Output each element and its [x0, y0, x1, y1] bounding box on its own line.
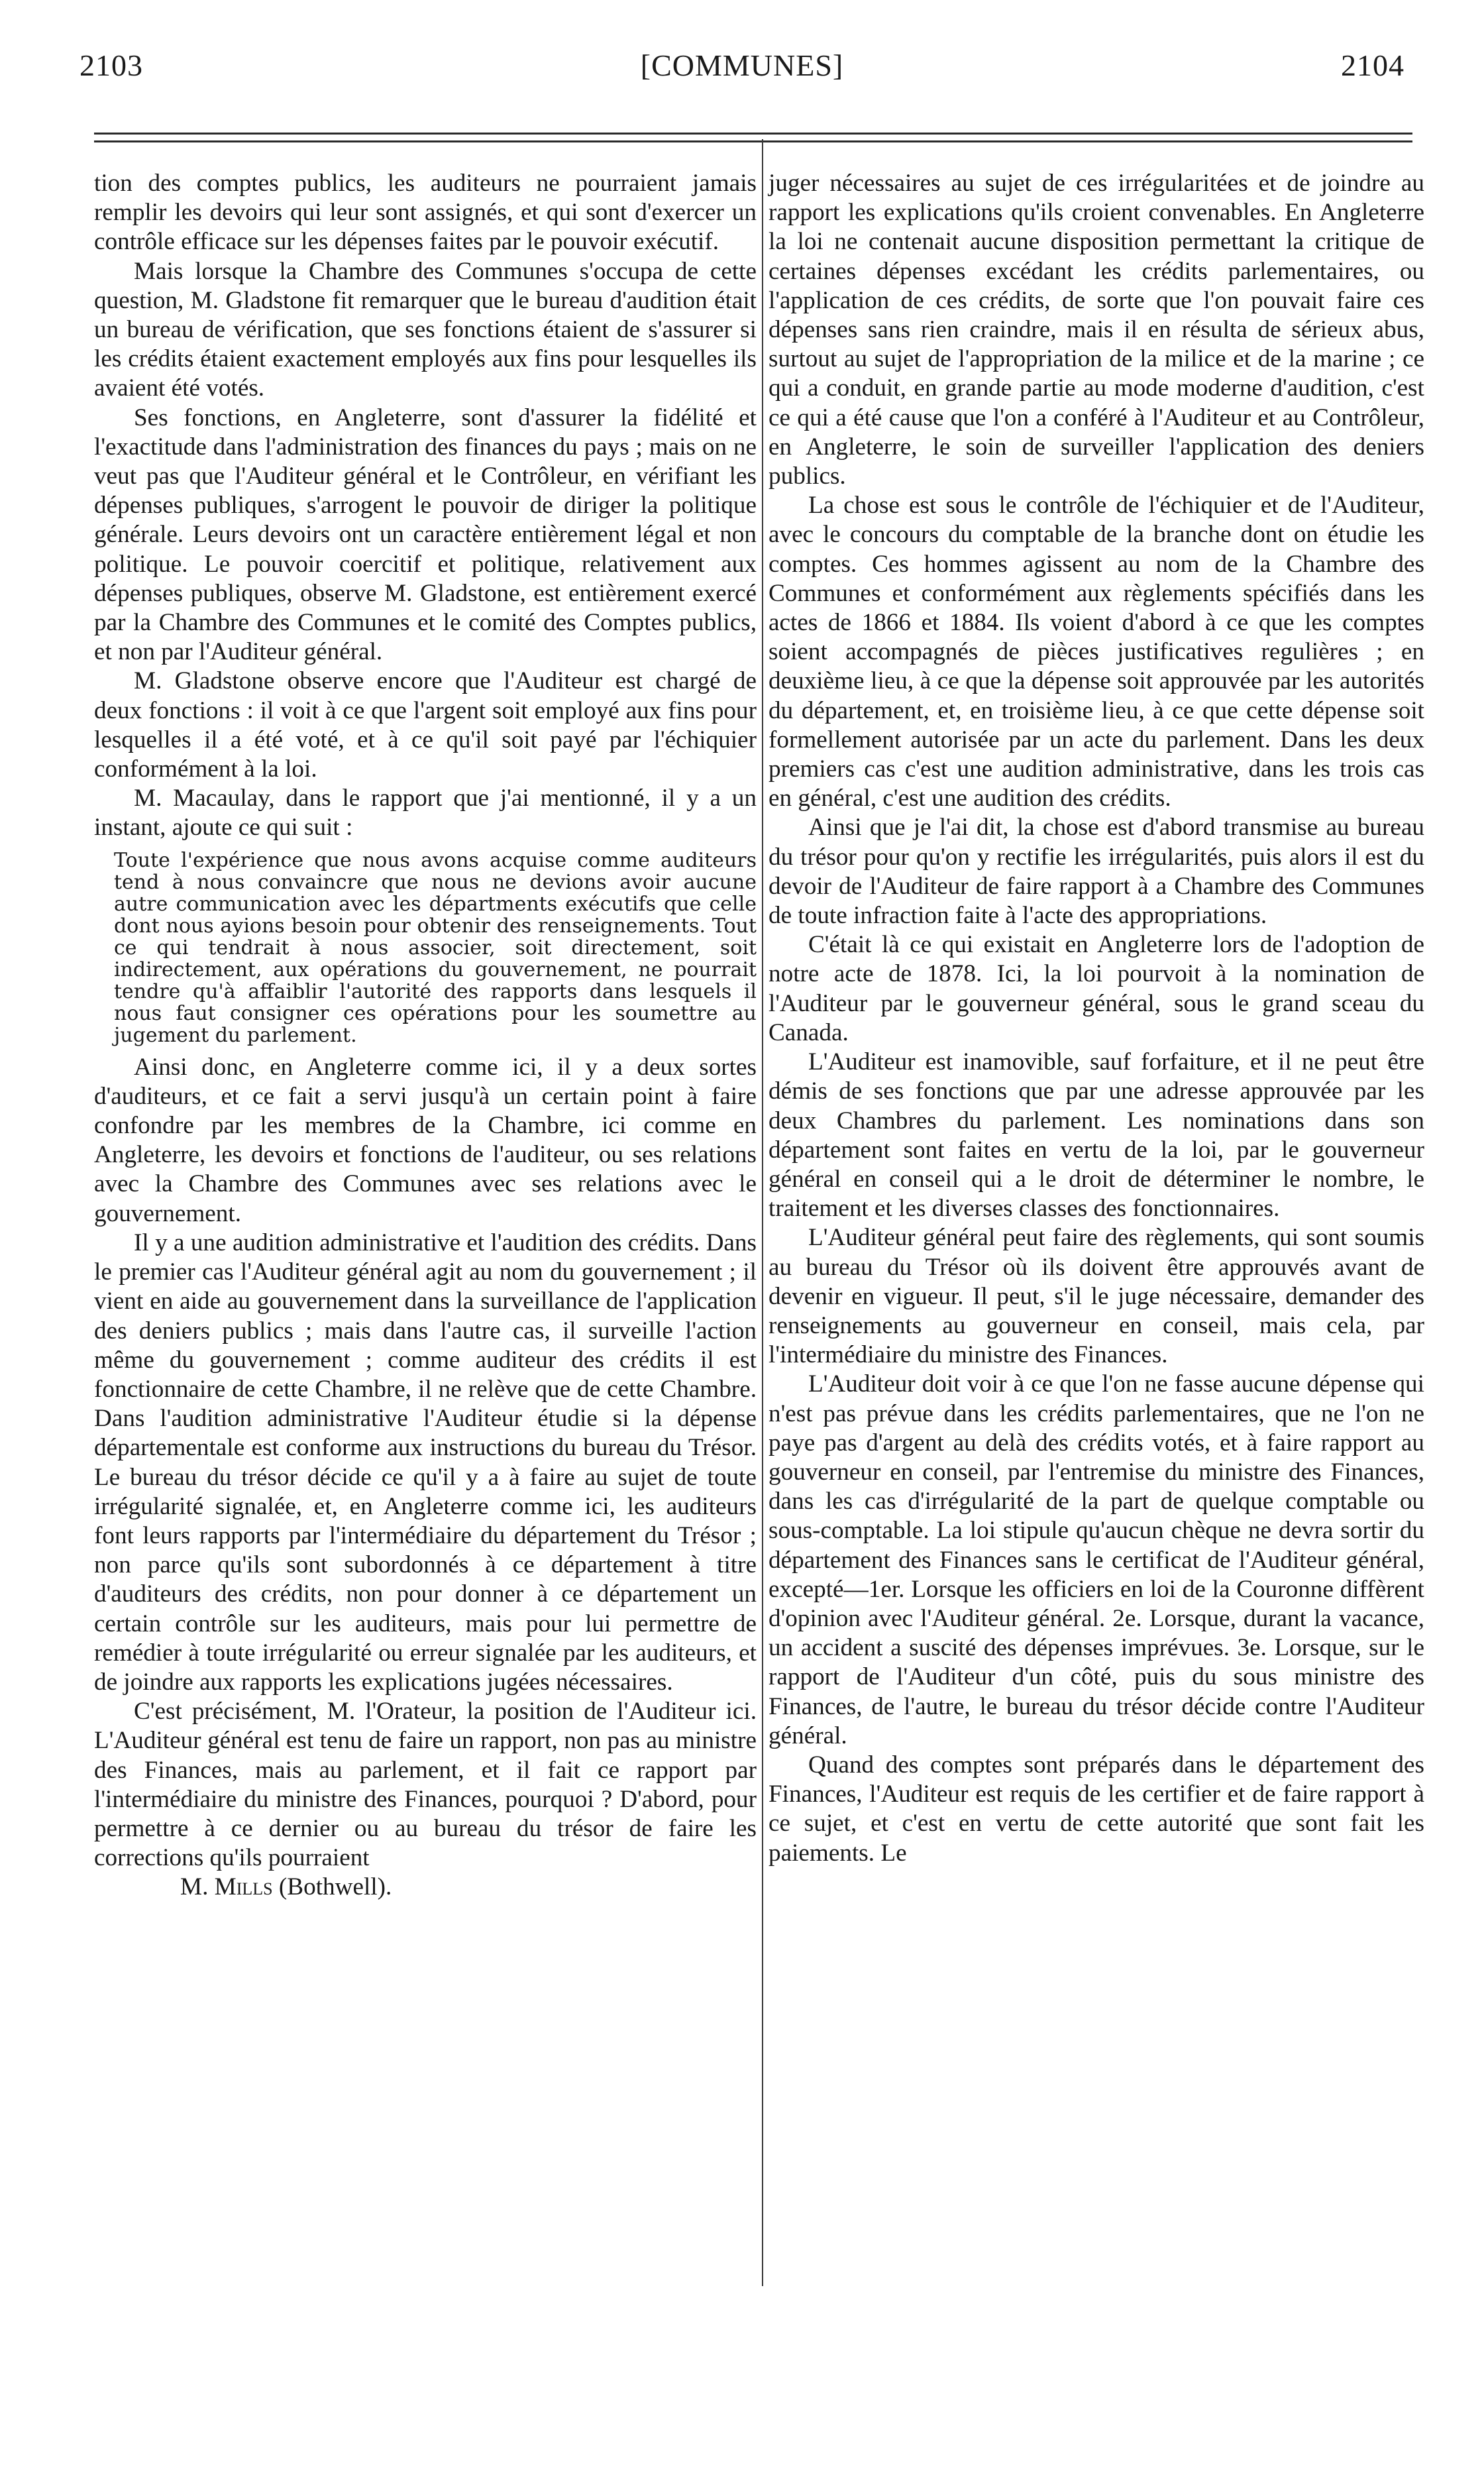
speaker-name-initial: M. M — [180, 1873, 237, 1901]
column-divider — [762, 139, 763, 2286]
block-quote: Toute l'expérience que nous avons acquise comme auditeurs tend à nous convaincre que nous ne devions avoir aucune autre communication avec les départments exécutifs que celle dont nous ayions besoin pour obtenir des renseignements. Tout ce qui tendrait à nous associer, soit directement, soit indirectement, aux opérations du gouvernement, ne pourrait tendre qu'à affaiblir l'autorité des rapports dans lesquels il nous faut consigner ces opérations pour les soumettre au jugement du parlement. — [114, 848, 757, 1047]
paragraph: tion des comptes publics, les auditeurs ne pourraient jamais remplir les devoirs qui leur sont assignés, et qui sont d'exercer un contrôle efficace sur les dépenses faites par le pouvoir exécutif. — [94, 170, 757, 256]
header-rule — [94, 133, 1412, 142]
paragraph: Mais lorsque la Chambre des Communes s'occupa de cette question, M. Gladstone fit remarquer que le bureau d'audition était un bureau de vérification, que ses fonctions étaient de s'assurer si les crédits étaient exactement employés aux fins pour lesquelles ils avaient été votés. — [94, 257, 757, 402]
left-column — [94, 169, 757, 1902]
page-number-right: 2104 — [1341, 48, 1404, 82]
paragraph: Quand des comptes sont préparés dans le département des Finances, l'Auditeur est requis de les certifier et de faire rapport à ce sujet, et c'est en vertu de cette autorité que sont fait les paiements. Le — [768, 1751, 1424, 1867]
paragraph: M. Macaulay, dans le rapport que j'ai mentionné, il y a un instant, ajoute ce qui suit : — [94, 785, 757, 842]
paragraph: M. Gladstone observe encore que l'Auditeur est chargé de deux fonctions : il voit à ce que l'argent soit employé aux fins pour lesquelles il a été voté, et à ce qu'il soit payé par l'échiquier conformément à la loi. — [94, 667, 757, 783]
paragraph: Ses fonctions, en Angleterre, sont d'assurer la fidélité et l'exactitude dans l'administration des finances du pays ; mais on ne veut pas que l'Auditeur général et le Contrôleur, en vérifiant les dépenses publiques, s'arrogent le pouvoir de diriger la politique générale. Leurs devoirs ont un caractère entièrement légal et non politique. Le pouvoir coercitif et politique, relativement aux dépenses publiques, observe M. Gladstone, est entièrement exercé par la Chambre des Communes et le comité des Comptes publics, et non par l'Auditeur général. — [94, 404, 757, 666]
page-number-left: 2103 — [80, 48, 143, 82]
speaker-name-rest: ills — [236, 1873, 273, 1901]
paragraph: L'Auditeur général peut faire des règlements, qui sont soumis au bureau du Trésor où ils doivent être approuvés avant de devenir en vigueur. Il peut, s'il le juge nécessaire, demander des renseignements au gouverneur en conseil, mais cela, par l'intermédiaire du ministre des Finances. — [768, 1224, 1424, 1369]
paragraph: juger nécessaires au sujet de ces irrégularitées et de joindre au rapport les explications qu'ils croient convenables. En Angleterre la loi ne contenait aucune disposition permettant la critique de certaines dépenses excédant les crédits parlementaires, ou l'application de ces crédits, de sorte que l'on pouvait faire ces dépenses sans rien craindre, mais il en résulta de sérieux abus, surtout au sujet de l'appropriation de la milice et de la marine ; ce qui a conduit, en grande partie au mode moderne d'audition, c'est ce qui a été cause que l'on a conféré à l'Auditeur et au Contrôleur, en Angleterre, le soin de surveiller l'application des deniers publics. — [768, 170, 1424, 490]
right-column — [768, 169, 1424, 1868]
paragraph: C'est précisément, M. l'Orateur, la position de l'Auditeur ici. L'Auditeur général est tenu de faire un rapport, non pas au ministre des Finances, mais au parlement, et il fait ce rapport par l'intermédiaire du ministre des Finances, pourquoi ? D'abord, pour permettre à ce dernier ou au bureau du trésor de faire les corrections qu'ils pourraient — [94, 1698, 757, 1872]
paragraph: Il y a une audition administrative et l'audition des crédits. Dans le premier cas l'Auditeur général agit au nom du gouvernement ; il vient en aide au gouvernement dans la surveillance de l'application des deniers publics ; mais dans l'autre cas, il surveille l'action même du gouvernement ; comme auditeur des crédits il est fonctionnaire de cette Chambre, il ne relève que de cette Chambre. Dans l'audition administrative l'Auditeur étudie si la dépense départementale est conforme aux instructions du bureau du Trésor. Le bureau du trésor décide ce qu'il y a à faire au sujet de toute irrégularité signalée, et, en Angleterre comme ici, les auditeurs font leurs rapports par l'intermédiaire du département du Trésor ; non parce qu'ils sont subordonnés à ce département à titre d'auditeurs des crédits, non pour donner à ce département un certain contrôle sur les auditeurs, mais pour lui permettre de remédier à toute irrégularité ou erreur signalée par les auditeurs, et de joindre aux rapports les explications jugées nécessaires. — [94, 1229, 757, 1696]
paragraph: Ainsi que je l'ai dit, la chose est d'abord transmise au bureau du trésor pour qu'on y rectifie les irrégularités, puis alors il est du devoir de l'Auditeur de faire rapport à a Chambre des Communes de toute infraction faite à l'acte des appropriations. — [768, 814, 1424, 930]
paragraph: L'Auditeur doit voir à ce que l'on ne fasse aucune dépense qui n'est pas prévue dans les crédits parlementaires, que ne l'on ne paye pas d'argent au delà des crédits votés, et à faire rapport au gouverneur en conseil, par l'entremise du ministre des Finances, dans les cas d'irrégularité de la part de quelque comptable ou sous-comptable. La loi stipule qu'aucun chèque ne devra sortir du département des Finances sans le certificat de l'Auditeur général, excepté—1er. Lorsque les officiers en loi de la Couronne diffèrent d'opinion avec l'Auditeur général. 2e. Lorsque, durant la vacance, un accident a suscité des dépenses imprévues. 3e. Lorsque, sur le rapport de l'Auditeur d'un côté, puis du sous ministre des Finances, de l'autre, le bureau du trésor décide contre l'Auditeur général. — [768, 1370, 1424, 1749]
running-title: [COMMUNES] — [640, 48, 844, 82]
speaker-riding: (Bothwell). — [272, 1873, 392, 1901]
paragraph: Ainsi donc, en Angleterre comme ici, il y a deux sortes d'auditeurs, et ce fait a servi jusqu'à un certain point à faire confondre par les membres de la Chambre, ici comme en Angleterre, les devoirs et fonctions de l'auditeur, ou ses relations avec la Chambre des Communes avec ses relations avec le gouvernement. — [94, 1053, 757, 1227]
paragraph: C'était là ce qui existait en Angleterre lors de l'adoption de notre acte de 1878. Ici, la loi pourvoit à la nomination de l'Auditeur par le gouverneur général, sous le grand sceau du Canada. — [768, 931, 1424, 1046]
speaker-signature — [180, 1873, 757, 1902]
paragraph: La chose est sous le contrôle de l'échiquier et de l'Auditeur, avec le concours du comptable de la branche dont on étudie les comptes. Ces hommes agissent au nom de la Chambre des Communes et conformément aux règlements spécifiés dans les actes de 1866 et 1884. Ils voient d'abord à ce que les comptes soient accompagnés de pièces justificatives regulières ; en deuxième lieu, à ce que la dépense soit approuvée par les autorités du département, et, en troisième lieu, à ce que cette dépense soit formellement autorisée par un acte du parlement. Dans les deux premiers cas c'est une audition administrative, dans les trois cas en général, c'est une audition des crédits. — [768, 492, 1424, 812]
paragraph: L'Auditeur est inamovible, sauf forfaiture, et il ne peut être démis de ses fonctions que par une adresse approuvée par les deux Chambres du parlement. Les nominations dans son département sont faites en vertu de la loi, par le gouverneur général en conseil qui a le droit de déterminer le nombre, le traitement et les diverses classes des fonctionnaires. — [768, 1048, 1424, 1223]
page-header — [80, 48, 1404, 83]
